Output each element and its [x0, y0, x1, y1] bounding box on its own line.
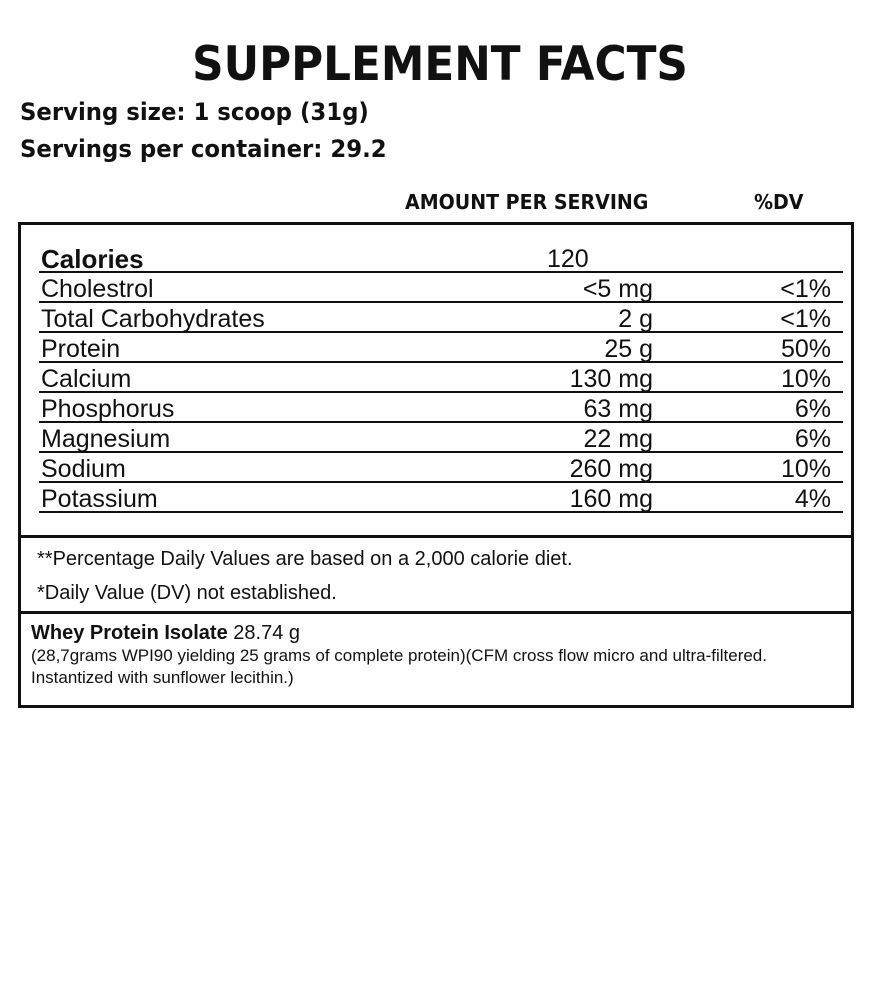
- nutrient-dv: 6%: [794, 425, 831, 453]
- ingredient-section: [31, 621, 843, 689]
- nutrient-name: Protein: [41, 335, 121, 363]
- nutrient-name: Calories: [41, 244, 144, 274]
- daily-value-header: %DV: [754, 190, 804, 214]
- nutrient-dv: 4%: [794, 485, 831, 513]
- nutrient-name: Magnesium: [41, 425, 171, 453]
- nutrient-row-magnesium: [39, 423, 843, 453]
- section-divider: [21, 535, 851, 538]
- footnote-percentage: **Percentage Daily Values are based on a 2,000 calorie diet.: [37, 548, 573, 570]
- nutrient-dv: 50%: [780, 335, 831, 363]
- ingredient-description: (28,7grams WPI90 yielding 25 grams of complete protein)(CFM cross flow micro and ultra-filtered. Instantized with sunflower lecithin.): [31, 646, 767, 687]
- nutrient-dv: <1%: [780, 305, 831, 333]
- amount-per-serving-header: AMOUNT PER SERVING: [405, 190, 649, 214]
- nutrient-amount: 130 mg: [569, 365, 653, 393]
- footnote-dv-not-established: *Daily Value (DV) not established.: [37, 582, 337, 604]
- nutrient-amount: 2 g: [618, 305, 653, 333]
- nutrient-name: Phosphorus: [41, 395, 175, 423]
- nutrient-amount: 63 mg: [583, 395, 653, 423]
- ingredient-name: Whey Protein Isolate: [31, 622, 228, 644]
- nutrient-amount: 120: [547, 245, 589, 273]
- nutrient-name: Calcium: [41, 365, 132, 393]
- facts-panel: [18, 222, 854, 708]
- serving-size: Serving size: 1 scoop (31g): [20, 98, 369, 126]
- nutrient-dv: 10%: [780, 365, 831, 393]
- nutrient-name: Sodium: [41, 455, 126, 483]
- nutrient-row-carbohydrates: [39, 303, 843, 333]
- nutrient-amount: 25 g: [604, 335, 653, 363]
- ingredient-amount: 28.74 g: [227, 622, 301, 644]
- nutrient-row-sodium: [39, 453, 843, 483]
- nutrient-dv: <1%: [780, 275, 831, 303]
- nutrient-row-cholestrol: [39, 273, 843, 303]
- servings-per-container: Servings per container: 29.2: [20, 135, 387, 163]
- nutrient-amount: 22 mg: [583, 425, 653, 453]
- nutrient-row-calories: [39, 241, 843, 273]
- nutrient-amount: 260 mg: [569, 455, 653, 483]
- nutrient-row-protein: [39, 333, 843, 363]
- nutrient-amount: 160 mg: [569, 485, 653, 513]
- nutrient-row-phosphorus: [39, 393, 843, 423]
- nutrient-dv: 10%: [780, 455, 831, 483]
- nutrient-table: [39, 241, 843, 513]
- nutrient-row-calcium: [39, 363, 843, 393]
- nutrient-name: Total Carbohydrates: [41, 305, 265, 333]
- ingredient-line: [31, 621, 843, 645]
- nutrient-dv: 6%: [794, 395, 831, 423]
- section-divider: [21, 611, 851, 614]
- nutrient-name: Potassium: [41, 485, 158, 513]
- nutrient-amount: <5 mg: [582, 275, 653, 303]
- nutrient-name: Cholestrol: [41, 275, 154, 303]
- label-title: SUPPLEMENT FACTS: [192, 37, 688, 92]
- nutrient-row-potassium: [39, 483, 843, 513]
